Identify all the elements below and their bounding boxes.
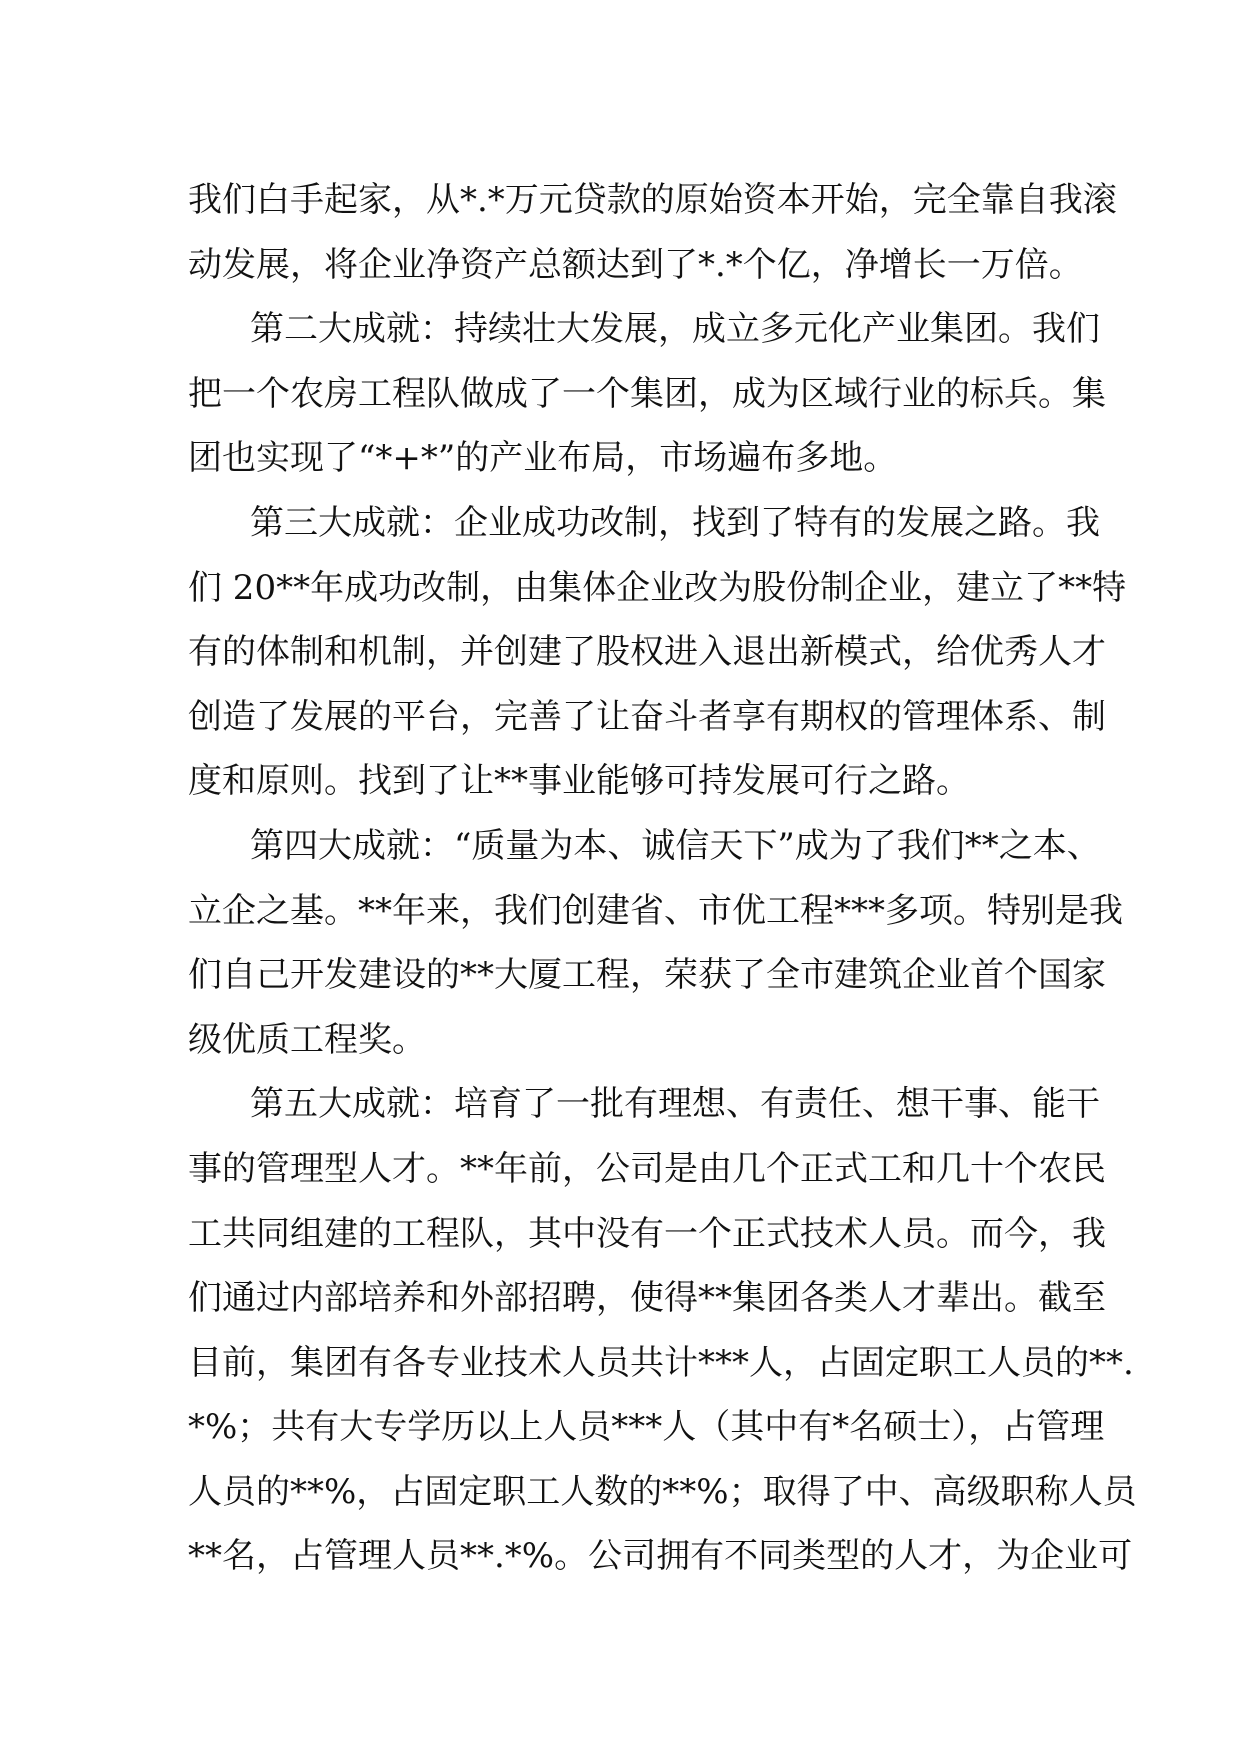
text-line: **名，占管理人员**.*%。公司拥有不同类型的人才，为企业可	[188, 1536, 1133, 1577]
text-line: 级优质工程奖。	[188, 1019, 426, 1060]
text-line: 创造了发展的平台，完善了让奋斗者享有期权的管理体系、制	[188, 696, 1106, 737]
text-line: 立企之基。**年来，我们创建省、市优工程***多项。特别是我	[188, 890, 1123, 931]
text-line: 团也实现了“*+*”的产业布局，市场遍布多地。	[188, 438, 898, 479]
body-text	[188, 168, 1137, 1589]
text-line: 目前，集团有各专业技术人员共计***人，占固定职工人员的**.	[188, 1342, 1134, 1383]
text-line: 们自己开发建设的**大厦工程，荣获了全市建筑企业首个国家	[188, 955, 1106, 996]
paragraph-first-line: 第五大成就：培育了一批有理想、有责任、想干事、能干	[250, 1084, 1100, 1125]
text-line: 们通过内部培养和外部招聘，使得**集团各类人才辈出。截至	[188, 1278, 1106, 1319]
text-line: 度和原则。找到了让**事业能够可持发展可行之路。	[188, 761, 970, 802]
text-line: *%；共有大专学历以上人员***人（其中有*名硕士），占管理	[188, 1407, 1105, 1448]
text-line: 人员的**%，占固定职工人数的**%；取得了中、高级职称人员	[188, 1471, 1137, 1512]
text-line: 我们白手起家，从*.*万元贷款的原始资本开始，完全靠自我滚	[188, 180, 1117, 220]
text-line: 动发展，将企业净资产总额达到了*.*个亿，净增长一万倍。	[188, 244, 1083, 285]
paragraph-first-line: 第三大成就：企业成功改制，找到了特有的发展之路。我	[250, 502, 1100, 543]
paragraph-first-line: 第二大成就：持续壮大发展，成立多元化产业集团。我们	[250, 309, 1100, 350]
text-line: 们 20**年成功改制，由集体企业改为股份制企业，建立了**特	[188, 567, 1127, 608]
paragraph-first-line: 第四大成就：“质量为本、诚信天下”成为了我们**之本、	[250, 825, 1101, 866]
text-line: 工共同组建的工程队，其中没有一个正式技术人员。而今，我	[188, 1213, 1106, 1254]
text-line: 有的体制和机制，并创建了股权进入退出新模式，给优秀人才	[188, 632, 1106, 673]
text-line: 事的管理型人才。**年前，公司是由几个正式工和几十个农民	[188, 1148, 1106, 1189]
text-line: 把一个农房工程队做成了一个集团，成为区域行业的标兵。集	[188, 373, 1106, 414]
